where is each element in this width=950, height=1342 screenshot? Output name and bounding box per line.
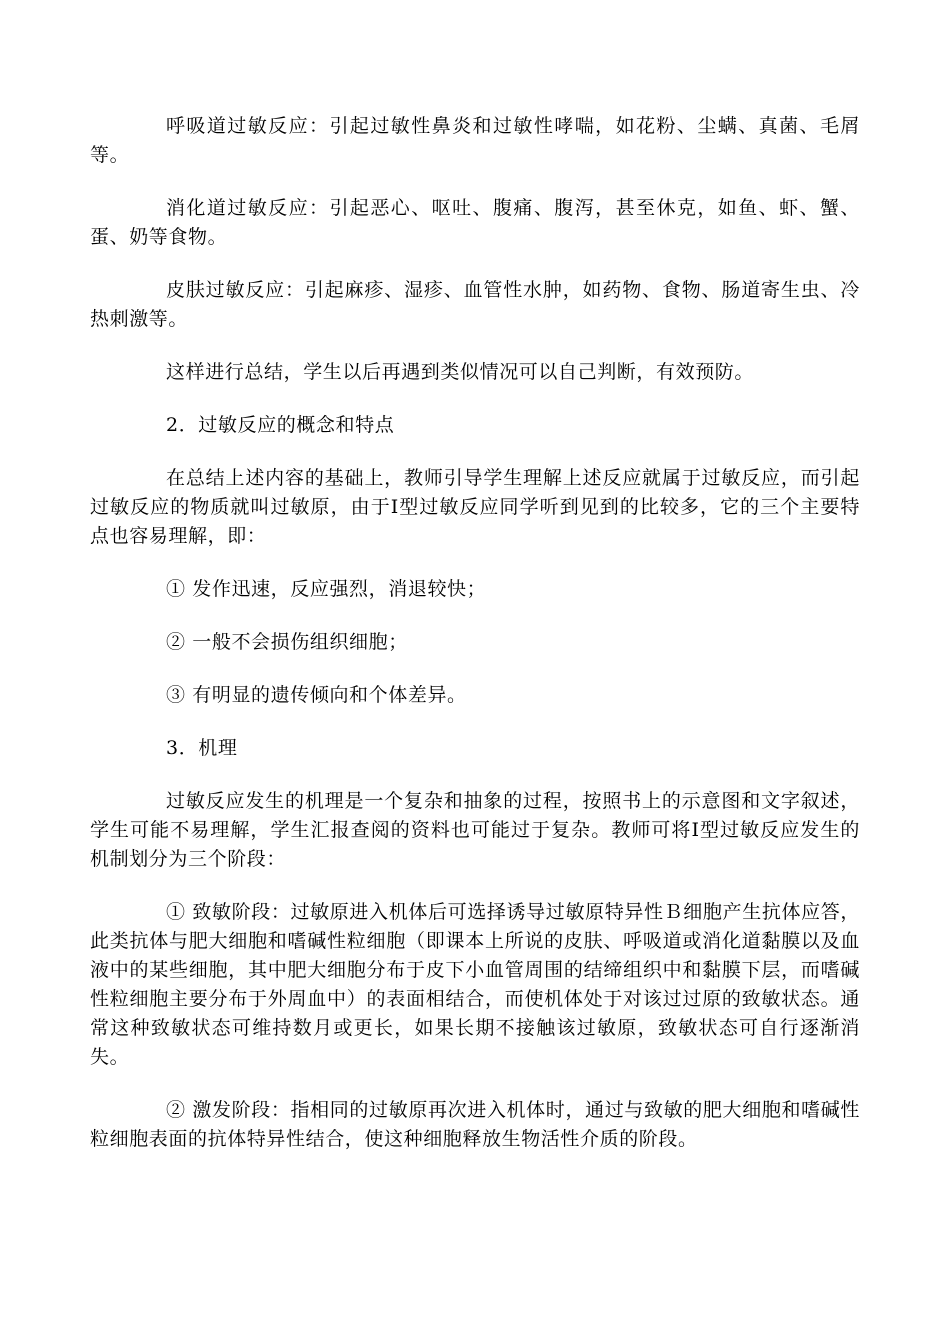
paragraph-skin-allergy: 皮肤过敏反应：引起麻疹、湿疹、血管性水肿，如药物、食物、肠道寄生虫、冷热刺激等。: [90, 279, 860, 330]
paragraph-summary: 这样进行总结，学生以后再遇到类似情况可以自己判断，有效预防。: [166, 361, 755, 383]
paragraph-mechanism-intro: 过敏反应发生的机理是一个复杂和抽象的过程，按照书上的示意图和文字叙述，学生可能不易理解，学生汇报查阅的资料也可能过于复杂。教师可将Ⅰ型过敏反应发生的机制划分为三个阶段：: [90, 790, 860, 870]
section-heading-mechanism: 3．机理: [166, 737, 238, 759]
list-item-feature-1: ① 发作迅速，反应强烈，消退较快；: [166, 578, 487, 600]
paragraph-respiratory-allergy: 呼吸道过敏反应：引起过敏性鼻炎和过敏性哮喘，如花粉、尘螨、真菌、毛屑等。: [90, 115, 860, 166]
list-item-activation-stage: ② 激发阶段：指相同的过敏原再次进入机体时，通过与致敏的肥大细胞和嗜碱性粒细胞表面的抗体特异性结合，使这种细胞释放生物活性介质的阶段。: [90, 1099, 860, 1150]
section-heading-concept: 2．过敏反应的概念和特点: [166, 414, 395, 436]
list-item-feature-2: ② 一般不会损伤组织细胞；: [166, 631, 408, 653]
paragraph-concept-intro: 在总结上述内容的基础上，教师引导学生理解上述反应就属于过敏反应，而引起过敏反应的物质就叫过敏原，由于Ⅰ型过敏反应同学听到见到的比较多，它的三个主要特点也容易理解，即：: [90, 467, 860, 547]
paragraph-digestive-allergy: 消化道过敏反应：引起恶心、呕吐、腹痛、腹泻，甚至休克，如鱼、虾、蟹、蛋、奶等食物。: [90, 197, 860, 248]
list-item-feature-3: ③ 有明显的遗传倾向和个体差异。: [166, 684, 467, 706]
document-page: [90, 112, 860, 1178]
list-item-sensitization-stage: ① 致敏阶段：过敏原进入机体后可选择诱导过敏原特异性Ｂ细胞产生抗体应答，此类抗体与肥大细胞和嗜碱性粒细胞（即课本上所说的皮肤、呼吸道或消化道黏膜以及血液中的某些细胞，其中肥大细胞分布于皮下小血管周围的结缔组织中和黏膜下层，而嗜碱性粒细胞主要分布于外周血中）的表面相结合，而使机体处于对该过过原的致敏状态。通常这种致敏状态可维持数月或更长，如果长期不接触该过敏原，致敏状态可自行逐渐消失。: [90, 901, 860, 1068]
